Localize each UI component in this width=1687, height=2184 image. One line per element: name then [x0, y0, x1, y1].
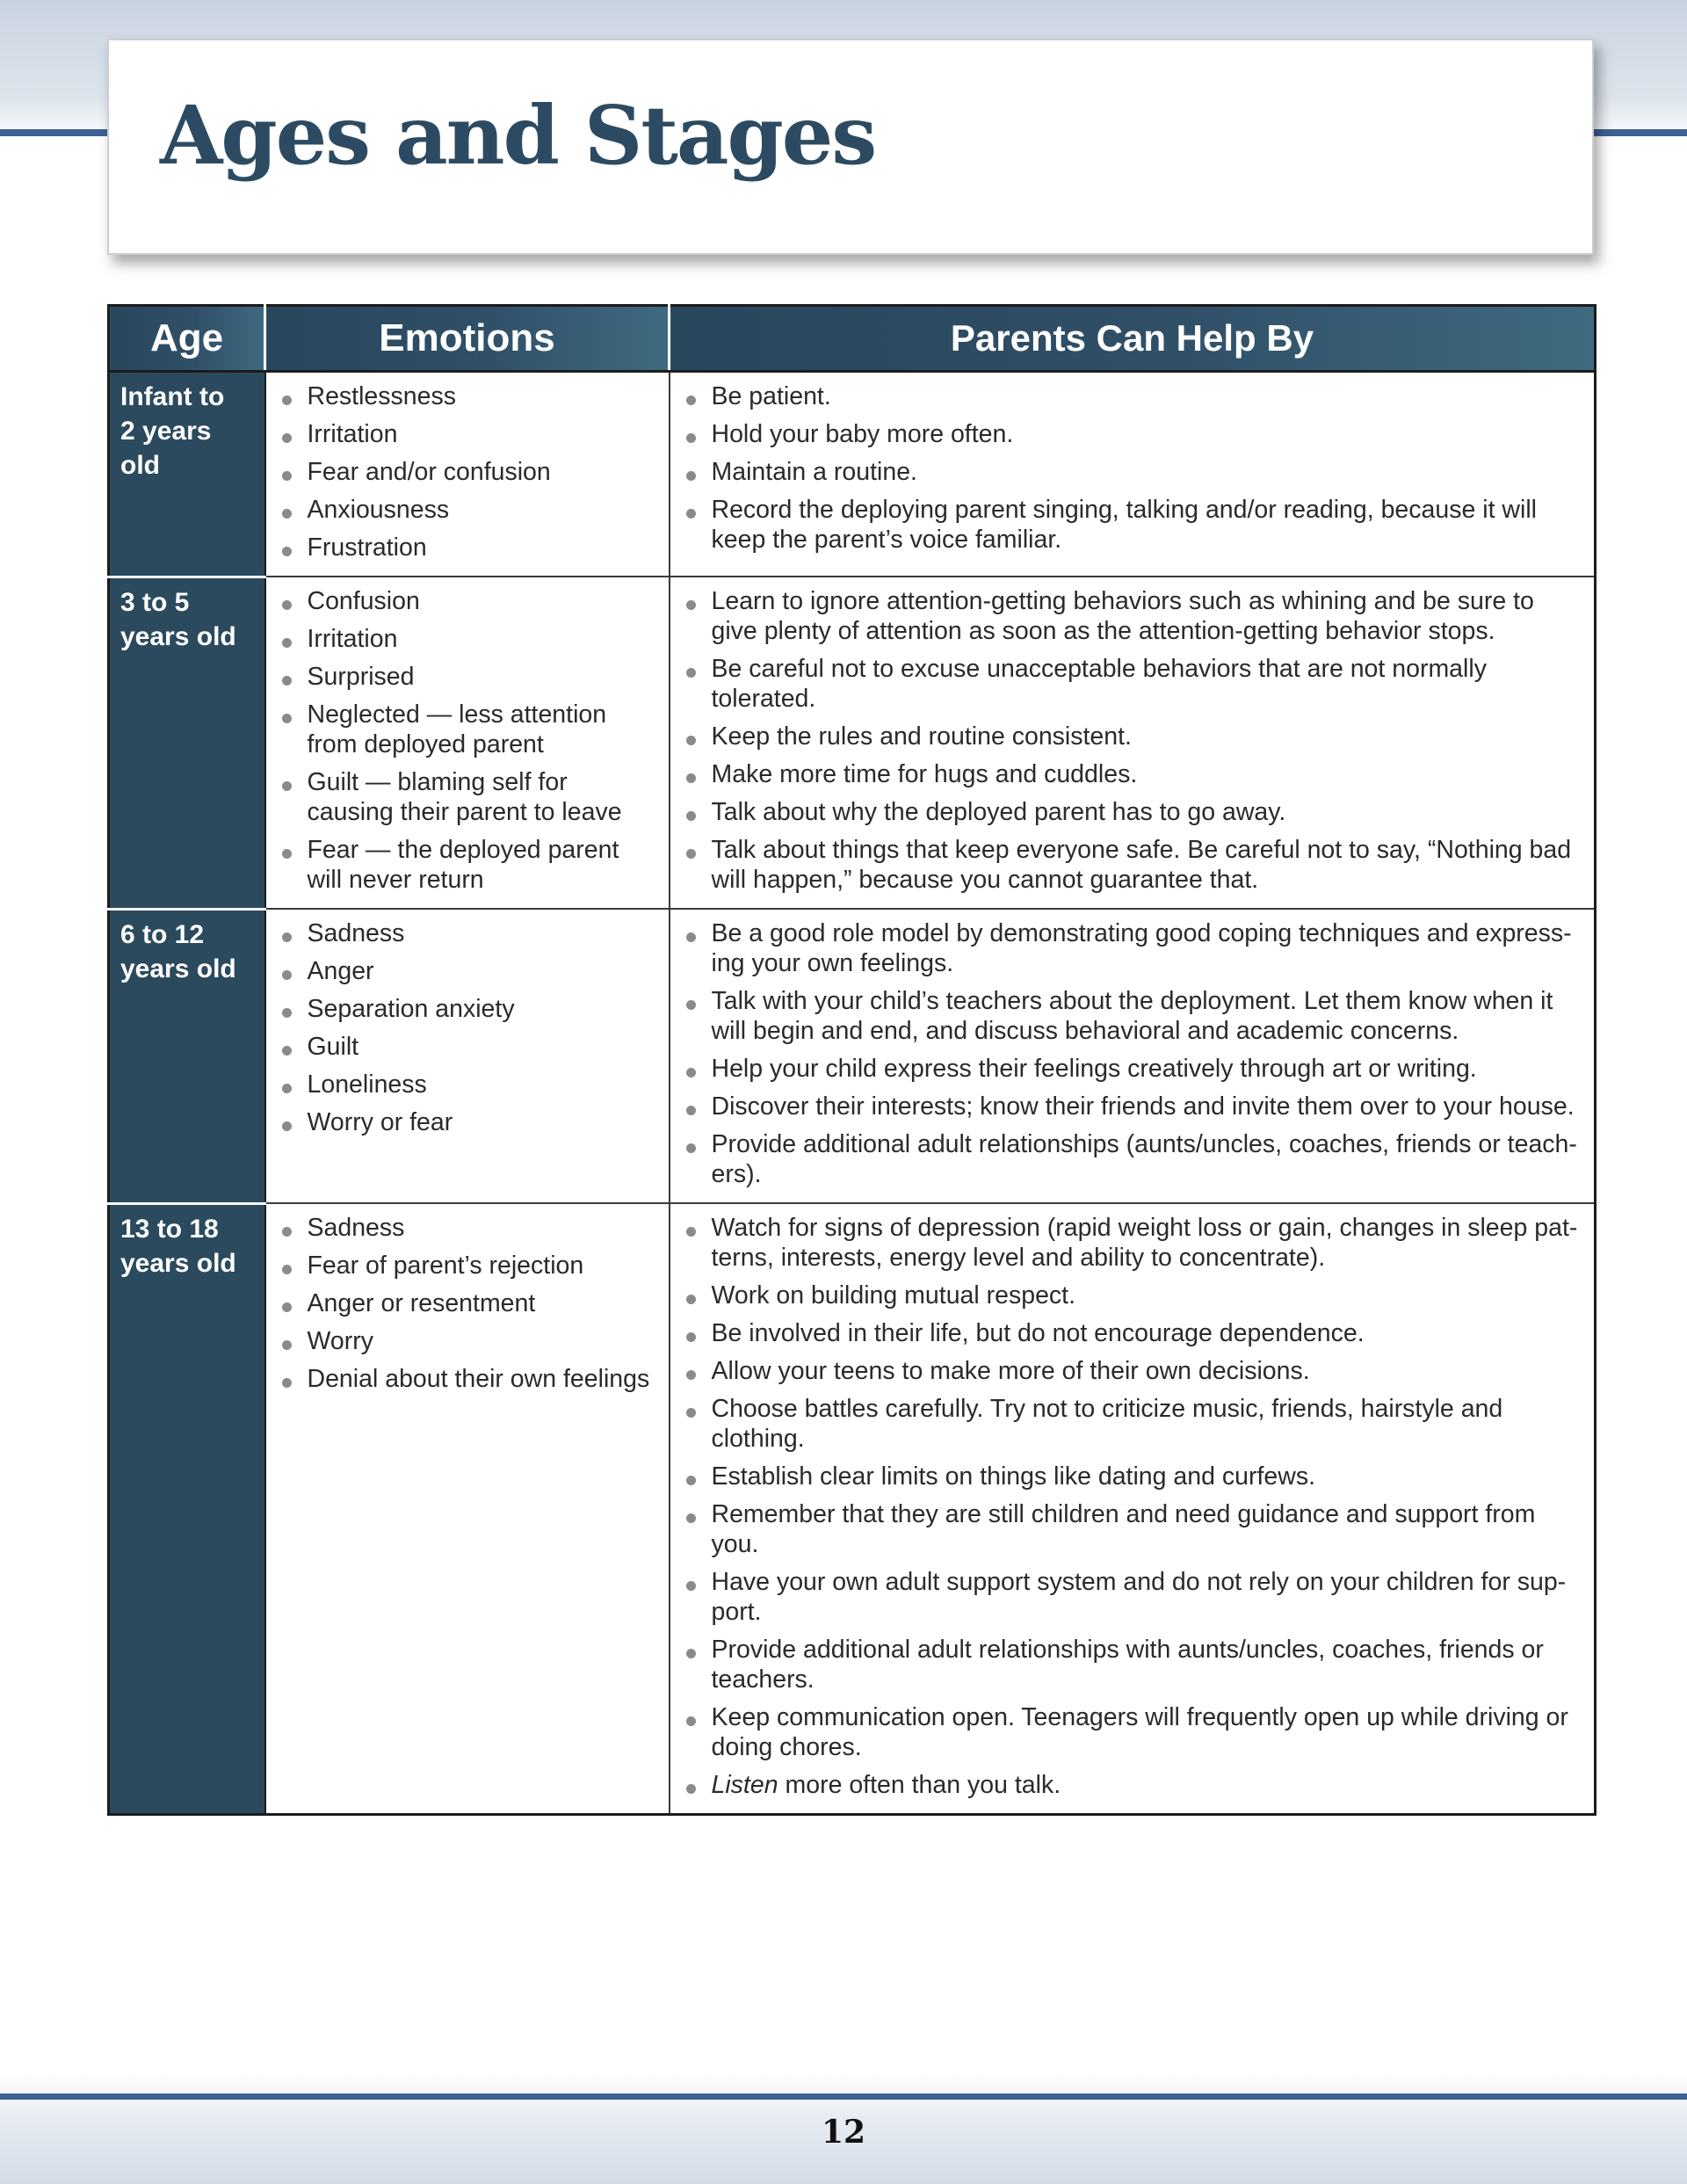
page-number: 12 [821, 2114, 866, 2151]
emotion-item: Sadness [275, 918, 660, 948]
help-item [679, 1770, 1586, 1800]
age-label-line: 6 to 12 [120, 919, 205, 949]
help-cell [670, 372, 1596, 577]
page-title: Ages and Stages [160, 88, 876, 183]
help-item-text: more often than you talk. [778, 1771, 1061, 1799]
emotion-item: Worry [275, 1326, 660, 1356]
emotion-item: Anger or resentment [275, 1288, 660, 1318]
emotion-item: Neglected — less attention from deployed parent [275, 700, 660, 759]
emotion-item: Guilt [275, 1032, 660, 1062]
help-item: Provide additional adult relationships with aunts/uncles, coaches, friends or teachers. [679, 1635, 1586, 1694]
help-item: Keep the rules and routine consistent. [679, 722, 1586, 751]
help-cell [670, 577, 1596, 909]
emotion-item: Restlessness [275, 381, 660, 411]
age-label-line: 13 to 18 [120, 1214, 219, 1244]
help-item: Remember that they are still children and need guidance and support from you. [679, 1499, 1586, 1559]
help-item: Be patient. [679, 381, 1586, 411]
help-item: Watch for signs of depression (rapid weight loss or gain, changes in sleep pat-terns, interests, energy level and ability to concentrate). [679, 1213, 1586, 1273]
help-item: Maintain a routine. [679, 457, 1586, 487]
help-cell [670, 909, 1596, 1203]
help-item: Be careful not to excuse unacceptable behaviors that are not normally tolerated. [679, 654, 1586, 714]
table-row-infant [109, 372, 1596, 577]
table-row-13-to-18 [109, 1203, 1596, 1815]
help-item: Establish clear limits on things like dating and curfews. [679, 1462, 1586, 1491]
age-label-line: years old [120, 1248, 236, 1278]
emotion-item: Denial about their own feelings [275, 1364, 660, 1394]
help-item: Have your own adult support system and do not rely on your children for sup-port. [679, 1567, 1586, 1627]
emotion-item: Surprised [275, 662, 660, 692]
help-item: Make more time for hugs and cuddles. [679, 759, 1586, 789]
help-item: Be involved in their life, but do not encourage dependence. [679, 1318, 1586, 1348]
help-item: Help your child express their feelings creatively through art or writing. [679, 1054, 1586, 1084]
emotion-item: Confusion [275, 586, 660, 616]
age-label-line: 2 years [120, 417, 212, 446]
age-cell [109, 909, 265, 1203]
age-label-line: old [120, 451, 160, 480]
help-item: Talk about things that keep everyone safe. Be careful not to say, “Nothing bad will happen,” because you cannot guarantee that. [679, 835, 1586, 895]
help-item: Talk about why the deployed parent has to go away. [679, 797, 1586, 827]
age-label-line: years old [120, 621, 236, 651]
table-header-row [109, 306, 1596, 372]
emotions-cell [265, 909, 670, 1203]
column-header-emotions: Emotions [265, 306, 670, 372]
emotion-item: Worry or fear [275, 1107, 660, 1137]
table-row-3-to-5 [109, 577, 1596, 909]
table-row-6-to-12 [109, 909, 1596, 1203]
help-item: Hold your baby more often. [679, 419, 1586, 449]
help-item: Record the deploying parent singing, talking and/or reading, because it will keep the parent’s voice familiar. [679, 495, 1586, 555]
column-header-age: Age [109, 306, 265, 372]
help-item: Learn to ignore attention-getting behaviors such as whining and be sure to give plenty of attention as soon as the attention-getting behavior stops. [679, 586, 1586, 646]
help-item: Discover their interests; know their friends and invite them over to your house. [679, 1092, 1586, 1121]
help-item: Keep communication open. Teenagers will frequently open up while driving or doing chores. [679, 1702, 1586, 1762]
help-item: Work on building mutual respect. [679, 1281, 1586, 1310]
help-item: Provide additional adult relationships (aunts/uncles, coaches, friends or teach-ers). [679, 1129, 1586, 1189]
age-label-line: 3 to 5 [120, 587, 190, 617]
age-cell [109, 577, 265, 909]
help-item: Allow your teens to make more of their own decisions. [679, 1356, 1586, 1386]
emotion-item: Fear — the deployed parent will never return [275, 835, 660, 895]
title-card [107, 39, 1594, 255]
emotion-item: Separation anxiety [275, 994, 660, 1024]
emotion-item: Guilt — blaming self for causing their parent to leave [275, 767, 660, 827]
emotion-item: Fear and/or confusion [275, 457, 660, 487]
emotion-item: Irritation [275, 624, 660, 654]
help-cell [670, 1203, 1596, 1815]
help-item: Talk with your child’s teachers about the deployment. Let them know when it will begin and end, and discuss behavioral and academic concerns. [679, 986, 1586, 1046]
emotion-item: Anger [275, 956, 660, 986]
age-label-line: Infant to [120, 382, 225, 411]
emotion-item: Anxiousness [275, 495, 660, 525]
age-cell [109, 372, 265, 577]
help-item: Be a good role model by demonstrating good coping techniques and express-ing your own feelings. [679, 918, 1586, 978]
help-item: Choose battles carefully. Try not to criticize music, friends, hairstyle and clothing. [679, 1394, 1586, 1454]
emotion-item: Frustration [275, 533, 660, 562]
emotion-item: Fear of parent’s rejection [275, 1251, 660, 1281]
emotion-item: Loneliness [275, 1070, 660, 1099]
emotions-cell [265, 1203, 670, 1815]
emotion-item: Irritation [275, 419, 660, 449]
emphasis-text: Listen [711, 1771, 778, 1799]
column-header-parents-can-help-by: Parents Can Help By [670, 306, 1596, 372]
bottom-accent-line [0, 2093, 1687, 2100]
age-cell [109, 1203, 265, 1815]
ages-and-stages-table [107, 304, 1596, 1816]
emotion-item: Sadness [275, 1213, 660, 1243]
emotions-cell [265, 577, 670, 909]
age-label-line: years old [120, 954, 236, 983]
emotions-cell [265, 372, 670, 577]
